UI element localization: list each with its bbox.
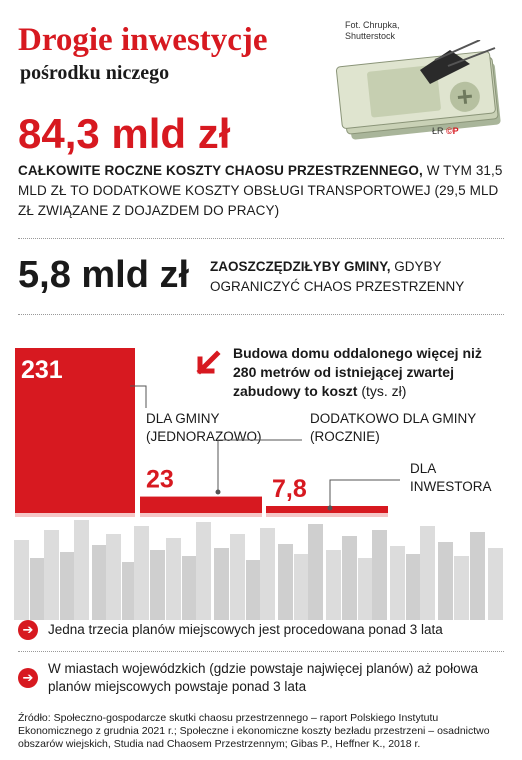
skyline-building (196, 522, 211, 620)
photo-mark-logo: ©P (446, 126, 459, 136)
leader-dot (328, 506, 333, 511)
skyline-building (106, 534, 121, 620)
arrow-right-circle-icon: ➔ (18, 668, 38, 688)
category-label: DLA (410, 461, 437, 476)
skyline-building (230, 534, 245, 620)
skyline-building (166, 538, 181, 620)
skyline-building (260, 528, 275, 620)
note-text: Jedna trzecia planów miejscowych jest procedowana ponad 3 lata (48, 622, 443, 637)
divider (18, 314, 504, 315)
banknotes-illustration (330, 40, 520, 140)
skyline-building (294, 554, 309, 620)
skyline-building (92, 545, 107, 620)
savings-value: 5,8 mld zł (18, 254, 190, 296)
savings-description-rest: GDYBY OGRANICZYĆ CHAOS PRZESTRZENNY (210, 259, 465, 294)
skyline-building (326, 550, 341, 620)
category-label: INWESTORA (410, 479, 492, 494)
savings-description-bold: ZAOSZCZĘDZIŁYBY GMINY, (210, 259, 391, 274)
skyline-building (278, 544, 293, 620)
total-cost-description-bold: CAŁKOWITE ROCZNE KOSZTY CHAOSU PRZESTRZENNEGO, (18, 163, 423, 178)
bar-base (15, 513, 135, 517)
skyline-building (74, 520, 89, 620)
skyline-building (14, 540, 29, 620)
category-label: (ROCZNIE) (310, 429, 380, 444)
arrow-down-left-icon (192, 349, 222, 379)
bar-base (266, 513, 388, 517)
arrow-right-circle-icon: ➔ (18, 620, 38, 640)
divider (18, 651, 504, 652)
note-text: W miastach wojewódzkich (gdzie powstaje najwięcej planów) aż połowa planów miejscowych powstaje ponad 3 lata (48, 661, 478, 694)
skyline-building (182, 556, 197, 620)
total-cost-value: 84,3 mld zł (18, 110, 231, 157)
page-subtitle: pośrodku niczego (20, 62, 170, 84)
photo-credit-line: Shutterstock (345, 31, 396, 41)
note-item (18, 620, 504, 640)
skyline-building (470, 532, 485, 620)
chart-caption (233, 344, 508, 401)
skyline-building (358, 558, 373, 620)
photo-mark-prefix: ŁR (432, 126, 444, 136)
photo-mark (432, 126, 459, 136)
skyline-building (390, 546, 405, 620)
total-cost-description-rest: W TYM 31,5 MLD ZŁ TO DODATKOWE KOSZTY OBSŁUGI TRANSPORTOWEJ (29,5 MLD ZŁ ZWIĄZANE Z DOJAZDEM DO PRACY) (18, 163, 503, 218)
category-label: DLA GMINY (146, 411, 220, 426)
skyline-building (420, 526, 435, 620)
bar (140, 497, 262, 513)
page-title: Drogie inwestycje (18, 22, 268, 58)
skyline-building (342, 536, 357, 620)
skyline-building (150, 550, 165, 620)
total-cost-description (18, 161, 508, 221)
chart-title: Budowa domu oddalonego więcej niż 280 metrów od istniejącej zwartej zabudowy to koszt (233, 345, 482, 399)
skyline-building (246, 560, 261, 620)
divider (18, 238, 504, 239)
bar-base (140, 513, 262, 517)
skyline-building (438, 542, 453, 620)
skyline-building (372, 530, 387, 620)
bar-value-label: 231 (21, 356, 63, 384)
leader-line (330, 480, 400, 508)
source-note: Źródło: Społeczno-gospodarcze skutki chaosu przestrzennego – raport Polskiego Instytutu Ekonomicznego z grudnia 2021 r.; Społeczne i ekonomiczne koszty bezładu przestrzeni – osadnictwo obszarów wiejskich, Studia nad Chaosem Przestrzennym; Gibas P., Heffner K., 2018 r. (18, 712, 490, 750)
bar-value-label: 23 (146, 465, 174, 494)
bar-value-label: 7,8 (272, 475, 307, 503)
bar (266, 506, 388, 513)
category-label: (JEDNORAZOWO) (146, 429, 262, 444)
skyline-building (454, 556, 469, 620)
savings-description (210, 257, 510, 297)
leader-dot (216, 490, 221, 495)
photo-credit (345, 20, 400, 42)
skyline-building (308, 524, 323, 620)
city-skyline-illustration (14, 520, 503, 620)
skyline-building (60, 552, 75, 620)
skyline-building (134, 526, 149, 620)
note-item (18, 660, 504, 696)
chart-unit: (tys. zł) (361, 383, 407, 399)
skyline-building (488, 548, 503, 620)
skyline-building (214, 548, 229, 620)
skyline-building (44, 530, 59, 620)
skyline-building (406, 554, 421, 620)
category-label: DODATKOWO DLA GMINY (310, 411, 477, 426)
photo-credit-line: Fot. Chrupka, (345, 20, 400, 30)
skyline-building (30, 558, 45, 620)
